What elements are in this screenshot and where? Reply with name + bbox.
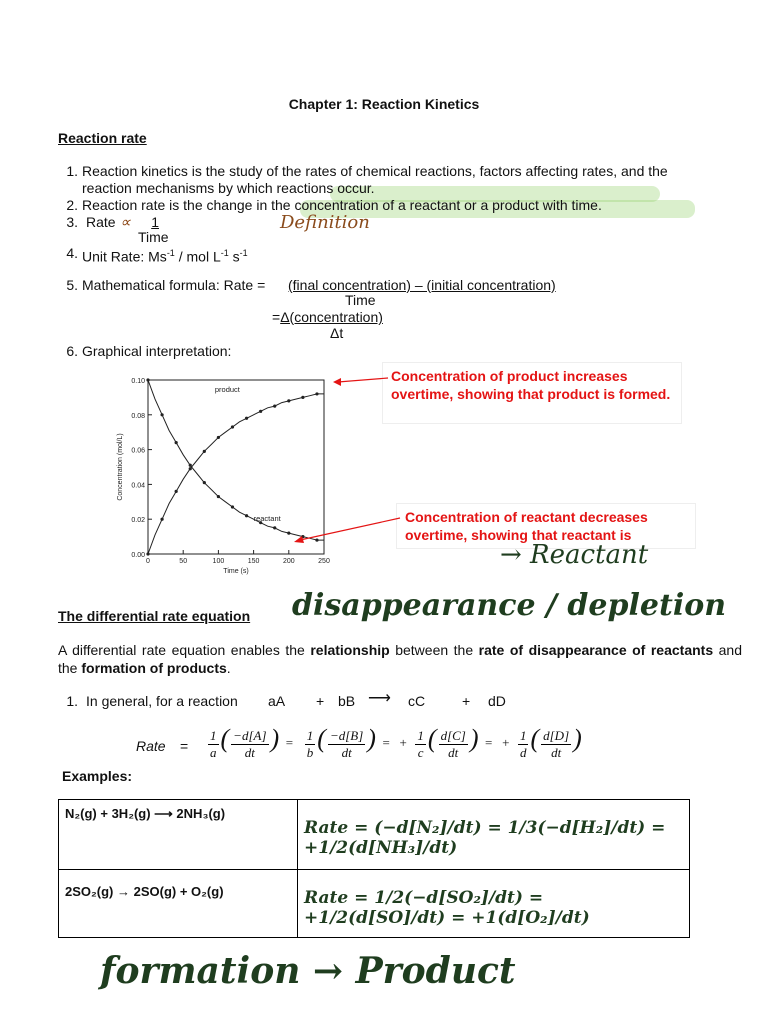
x-axis-label: Time (s) — [223, 568, 249, 575]
list-item-text: In general, for a reaction — [86, 693, 238, 709]
plus-sign: + — [462, 693, 471, 709]
list-number: 4. — [66, 245, 78, 261]
x-tick-label: 0 — [146, 558, 150, 565]
data-point-product — [301, 396, 304, 399]
examples-table — [58, 799, 690, 938]
handwritten-disappearance: disappearance / depletion — [292, 588, 727, 623]
x-tick-label: 250 — [318, 558, 330, 565]
list-number: 5. — [66, 277, 78, 293]
page-title: Chapter 1: Reaction Kinetics — [288, 96, 480, 112]
rate-equation: $\frac{1}{a}$ ( $\frac{-d[A]}{dt}$ ) = $\frac{1}{b}$ ( $\frac{-d[B]}{dt}$ ) = + $\frac{1}{c}$ ( $\frac{d[C]}{dt}$ ) = + $\frac{1}{d}$ ( $\frac{d[D]}{dt}$ ) — [210, 724, 582, 760]
differential-paragraph: A differential rate equation enables the relationship between the rate of disappearance of reactants and the formation of products. — [58, 642, 742, 676]
handwritten-formation: formation → Product — [100, 950, 516, 992]
table-row — [59, 870, 690, 938]
data-point-reactant — [189, 464, 192, 467]
data-point-product — [189, 467, 192, 470]
formula-denominator: Time — [345, 292, 376, 308]
list-number: 6. — [66, 343, 78, 359]
reactant-a: aA — [268, 693, 286, 709]
list-item-text: reaction mechanisms by which reactions occur. — [82, 180, 375, 196]
data-point-product — [315, 392, 318, 395]
y-axis-label: Concentration (mol/L) — [117, 433, 124, 501]
series-label-product: product — [214, 385, 240, 395]
list-number: 1. — [66, 693, 78, 709]
data-point-reactant — [231, 505, 234, 508]
product-callout: Concentration of product increases overtime, showing that product is formed. — [382, 362, 682, 424]
list-item-text: Graphical interpretation: — [82, 343, 232, 359]
data-point-product — [259, 410, 262, 413]
y-tick-label: 0.04 — [131, 482, 145, 490]
y-tick-label: 0.08 — [131, 412, 145, 420]
list-number: 3. — [66, 214, 78, 230]
table-row — [59, 800, 690, 870]
list-item-text: Reaction rate is the change in the concentration of a reactant or a product with time. — [82, 197, 602, 213]
data-point-reactant — [273, 526, 276, 529]
x-tick-label: 50 — [179, 558, 188, 565]
examples-label: Examples: — [62, 768, 133, 784]
data-point-product — [217, 436, 220, 439]
y-tick-label: 0.00 — [131, 552, 145, 559]
proportional-symbol — [118, 214, 140, 230]
example-reaction: 2SO₂(g) → 2SO(g) + O₂(g) — [59, 870, 298, 938]
data-point-product — [146, 552, 149, 555]
list-item-text: Reaction kinetics is the study of the rates of chemical reactions, factors affecting rates, and the — [82, 163, 668, 179]
svg-text:∝: ∝ — [120, 214, 131, 230]
y-tick-label: 0.06 — [131, 447, 145, 455]
plus-sign: + — [316, 693, 325, 709]
reaction-arrow: ⟶ — [368, 690, 391, 707]
example-reaction: N₂(g) + 3H₂(g) ⟶ 2NH₃(g) — [59, 800, 298, 870]
data-point-product — [160, 518, 163, 521]
list-number: 2. — [66, 197, 78, 213]
fraction-denominator: Time — [138, 229, 169, 245]
fraction-numerator: 1 — [151, 214, 159, 230]
example-handwritten-rate: Rate = (−d[N₂]/dt) = 1/3(−d[H₂]/dt) = +1/2(d[NH₃]/dt) — [298, 800, 690, 870]
section-heading-differential: The differential rate equation — [58, 608, 251, 624]
section-heading-reaction-rate: Reaction rate — [58, 130, 147, 146]
product-d: dD — [488, 693, 506, 709]
data-point-product — [203, 450, 206, 453]
delta-denominator: Δt — [330, 325, 344, 341]
reactant-b: bB — [338, 693, 356, 709]
unit-rate-text: Unit Rate: $Ms^{-1}$ / mol $L^{-1}$ $s^{-1}$ — [82, 248, 248, 265]
data-point-reactant — [245, 514, 248, 517]
formula-numerator: (final concentration) – (initial concentration) — [288, 277, 556, 293]
list-item-text: Mathematical formula: Rate = — [82, 277, 266, 293]
handwritten-definition: Definition — [280, 212, 370, 233]
list-number: 1. — [66, 163, 78, 179]
data-point-reactant — [203, 481, 206, 484]
equals-sign: = — [180, 738, 189, 754]
callout-arrow — [290, 516, 402, 546]
product-c: cC — [408, 693, 426, 709]
data-point-product — [273, 405, 276, 408]
x-tick-label: 200 — [282, 558, 295, 565]
y-tick-label: 0.10 — [131, 378, 145, 385]
example-handwritten-rate: Rate = 1/2(−d[SO₂]/dt) = +1/2(d[SO]/dt) = +1(d[O₂]/dt) — [298, 870, 690, 938]
data-point-reactant — [160, 413, 163, 416]
concentration-time-chart — [112, 368, 342, 578]
data-point-product — [287, 399, 290, 402]
data-point-product — [245, 417, 248, 420]
data-point-reactant — [217, 495, 220, 498]
x-tick-label: 150 — [247, 558, 260, 565]
reactant-callout: Concentration of reactant decreases overtime, showing that reactant is — [396, 503, 696, 549]
data-point-reactant — [146, 378, 149, 381]
data-point-product — [231, 425, 234, 428]
series-label-reactant: reactant — [253, 513, 281, 523]
data-point-reactant — [175, 441, 178, 444]
callout-arrow — [330, 372, 390, 388]
list-item-text: Rate — [86, 214, 116, 230]
handwritten-reactant: → Reactant — [500, 540, 649, 570]
rate-label: Rate — [136, 738, 166, 754]
delta-formula: =Δ(concentration) — [272, 309, 383, 325]
y-tick-label: 0.02 — [131, 517, 145, 525]
x-tick-label: 100 — [212, 558, 225, 565]
data-point-product — [175, 490, 178, 493]
